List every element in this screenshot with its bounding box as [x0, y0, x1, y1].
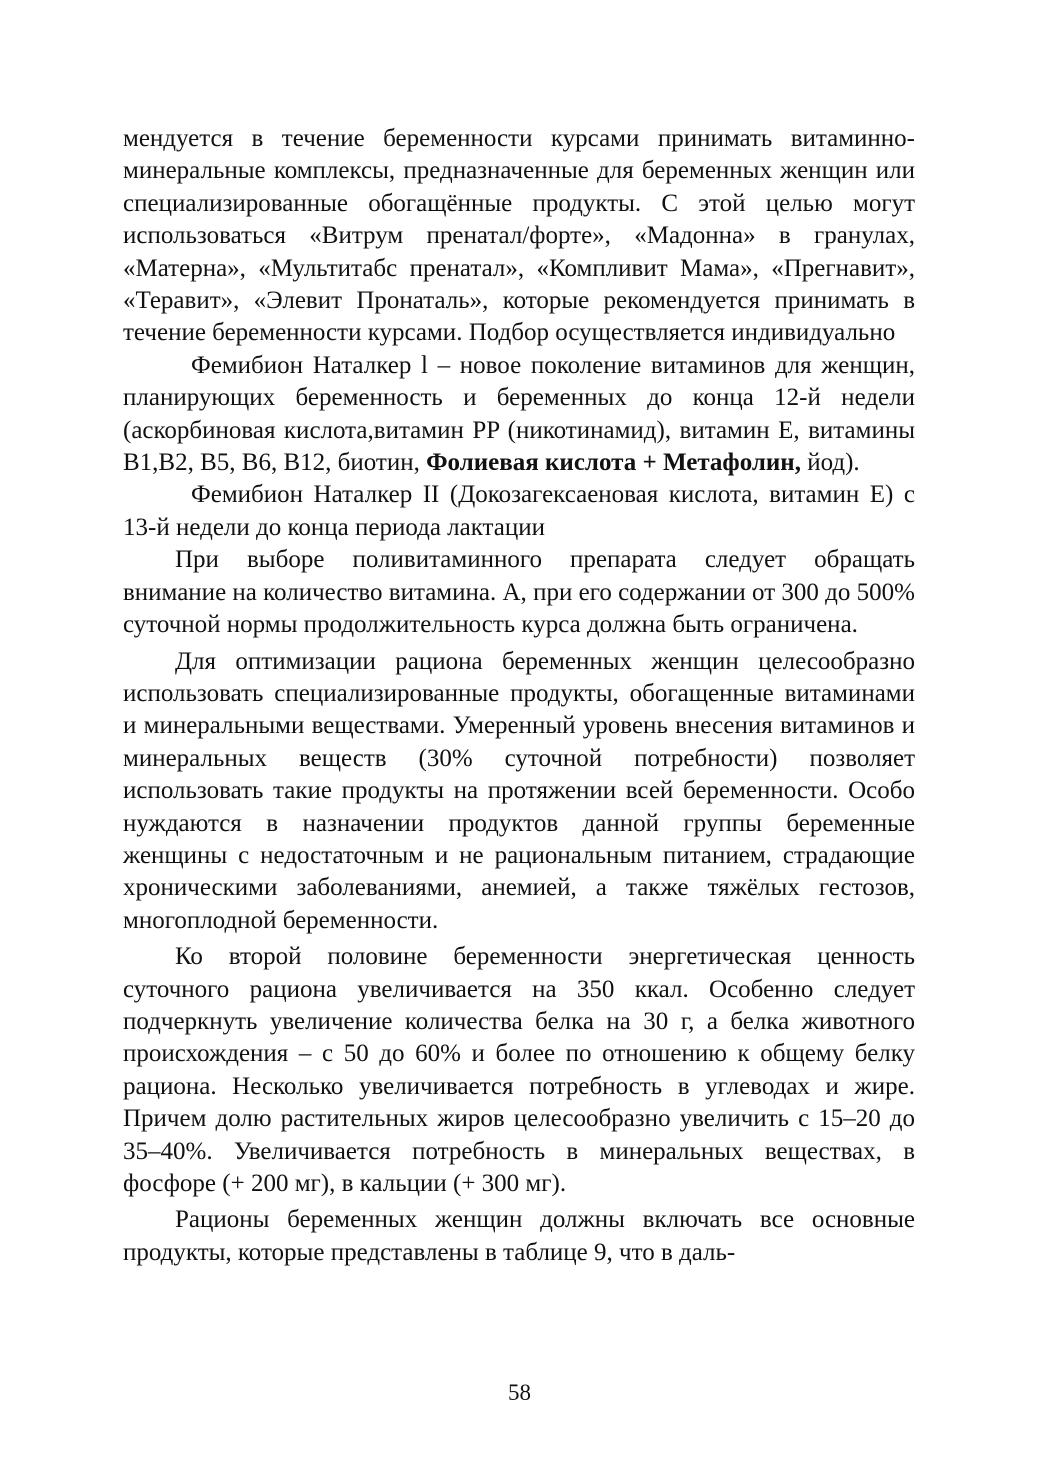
- femibion-1-text: Фемибион Наталкер l – новое поколение витаминов для женщин, планирующих беременность и беременных до конца 12-й недели (аскорбиновая кислота,витамин PP (никотинамид), витамин E, витамины B1,B2, B5, B6, B12, биотин,: [123, 351, 915, 477]
- paragraph-femibion-1: [123, 350, 915, 480]
- paragraph-femibion-2: Фемибион Наталкер II (Докозагексаеновая кислота, витамин E) с 13-й недели до конца периода лактации: [123, 481, 915, 541]
- page-number: 58: [508, 1380, 531, 1405]
- femibion-1-text-end: йод).: [800, 449, 860, 477]
- paragraph-specialized-products: Для оптимизации рациона беременных женщин целесообразно использовать специализированные продукты, обогащенные витаминами и минеральными веществами. Умеренный уровень внесения витаминов и минеральных веществ (30% суточной потребности) позволяет использовать такие продукты на протяжении всей беременности. Особо нуждаются в назначении продуктов данной группы беременные женщины с недостаточным и не рациональным питанием, страдающие хроническими заболеваниями, анемией, а также тяжёлых гестозов, многоплодной беременности.: [123, 647, 915, 934]
- femibion-1-bold-text: Фолиевая кислота + Метафолин,: [426, 449, 801, 477]
- paragraph-continuation: мендуется в течение беременности курсами принимать витаминно-минеральные комплексы, предназначенные для беременных женщин или специализированные обогащённые продукты. С этой целью могут использоваться «Витрум пренатал/форте», «Мадонна» в гранулах, «Матерна», «Мультитабс пренатал», «Компливит Мама», «Прегнавит», «Теравит», «Элевит Пронаталь», которые рекомендуется принимать в течение беременности курсами. Подбор осуществляется индивидуально: [123, 125, 915, 347]
- body-text: [123, 123, 915, 1269]
- paragraph-rations: Рационы беременных женщин должны включать все основные продукты, которые представлены в таблице 9, что в даль-: [123, 1206, 915, 1266]
- paragraph-polyvitamin: При выборе поливитаминного препарата следует обращать внимание на количество витамина. А, при его содержании от 300 до 500% суточной нормы продолжительность курса должна быть ограничена.: [123, 546, 915, 639]
- paragraph-second-half: Ко второй половине беременности энергетическая ценность суточного рациона увеличивается на 350 ккал. Особенно следует подчеркнуть увеличение количества белка на 30 г, а белка животного происхождения – с 50 до 60% и более по отношению к общему белку рациона. Несколько увеличивается потребность в углеводах и жире. Причем долю растительных жиров целесообразно увеличить с 15–20 до 35–40%. Увеличивается потребность в минеральных веществах, в фосфоре (+ 200 мг), в кальции (+ 300 мг).: [123, 943, 915, 1197]
